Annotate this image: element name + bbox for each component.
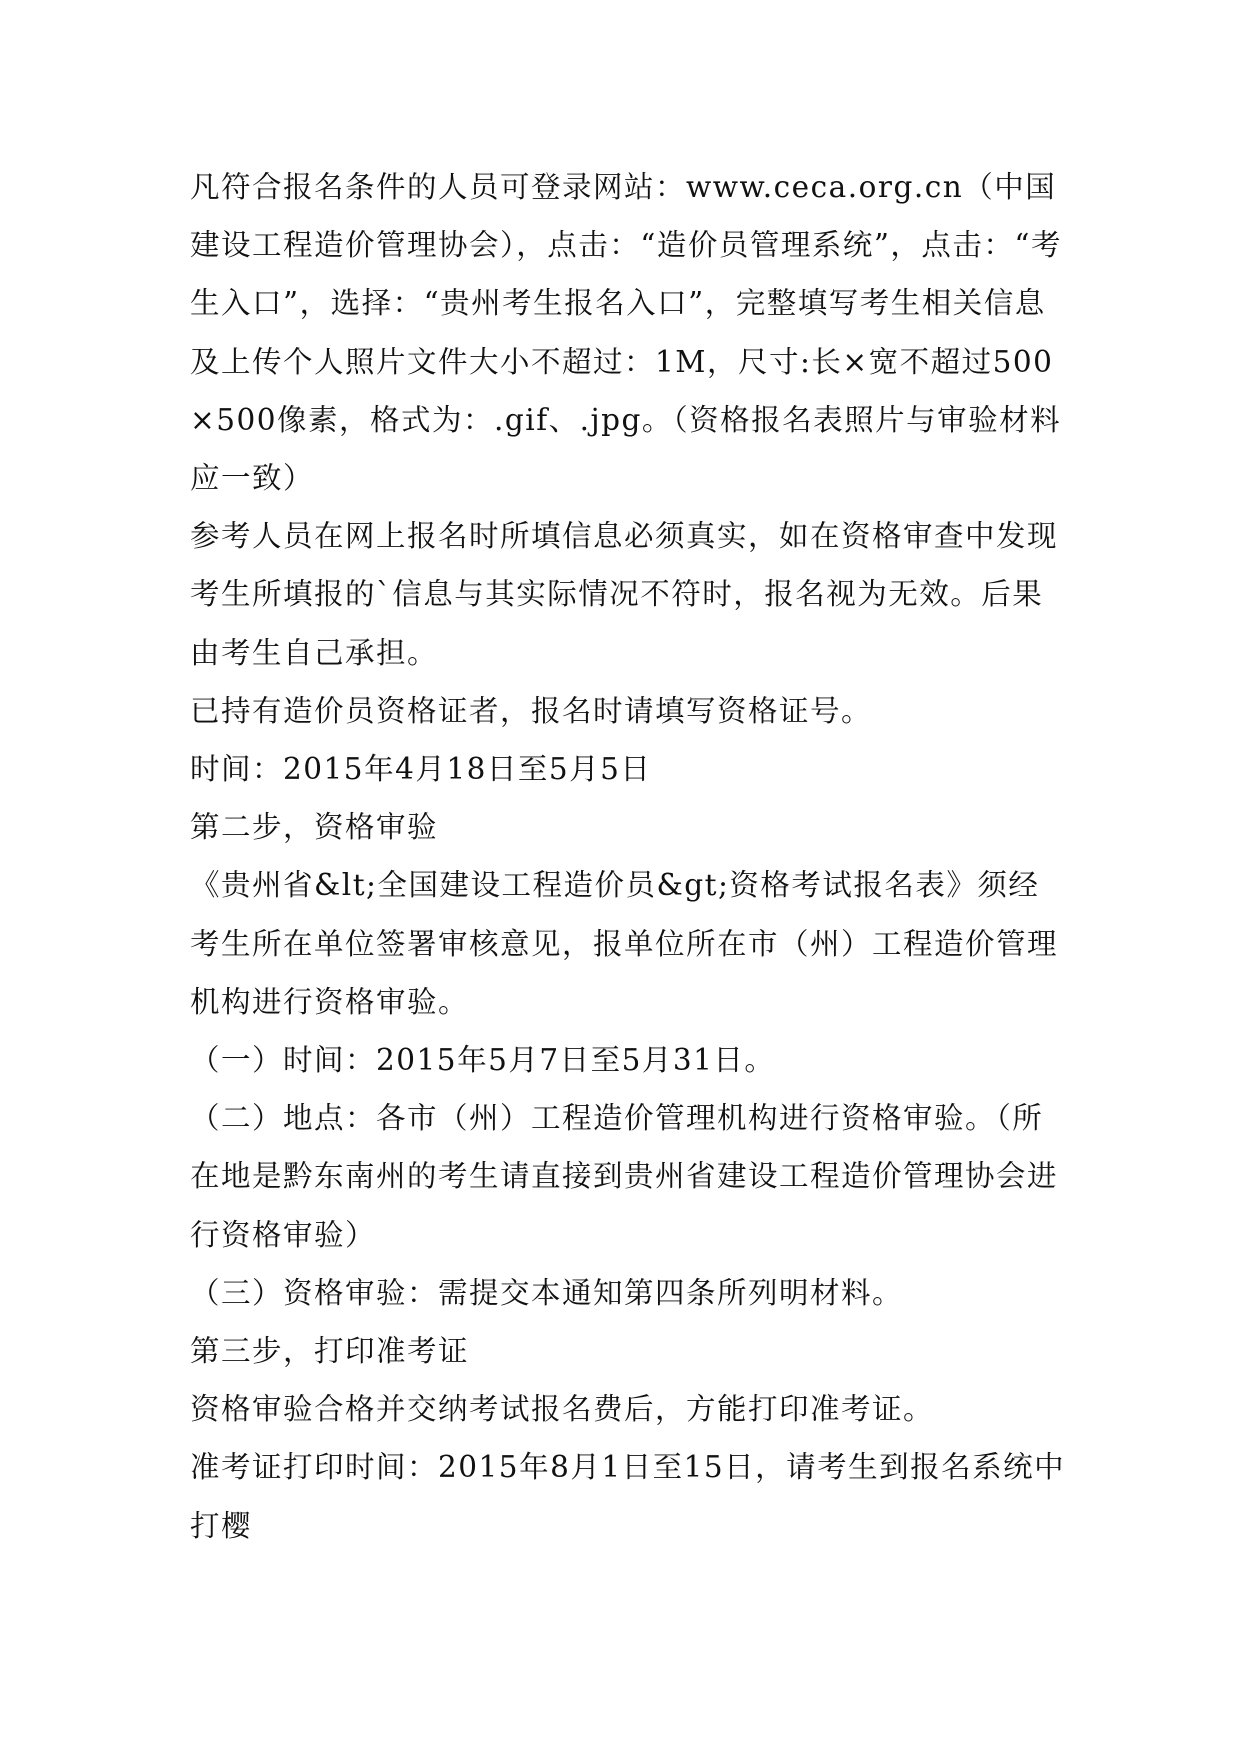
paragraph-registration-form-review: 《贵州省&lt;全国建设工程造价员&gt;资格考试报名表》须经考生所在单位签署审核意见，报单位所在市（州）工程造价管理机构进行资格审验。 (190, 868, 1059, 1019)
paragraph-certificate-holders: 已持有造价员资格证者，报名时请填写资格证号。 (190, 693, 873, 728)
document-body (190, 158, 1070, 1555)
heading-step-two: 第二步，资格审验 (190, 810, 439, 845)
paragraph-information-authenticity: 参考人员在网上报名时所填信息必须真实，如在资格审查中发现考生所填报的`信息与其实际情况不符时，报名视为无效。后果由考生自己承担。 (190, 519, 1059, 670)
paragraph-registration-time: 时间：2015年4月18日至5月5日 (190, 752, 652, 787)
paragraph-review-time: （一）时间：2015年5月7日至5月31日。 (190, 1043, 776, 1078)
paragraph-review-location: （二）地点：各市（州）工程造价管理机构进行资格审验。（所在地是黔东南州的考生请直接到贵州省建设工程造价管理协会进行资格审验） (190, 1101, 1059, 1252)
heading-step-three: 第三步，打印准考证 (190, 1334, 470, 1369)
paragraph-review-materials: （三）资格审验：需提交本通知第四条所列明材料。 (190, 1275, 904, 1310)
paragraph-admission-ticket-time: 准考证打印时间：2015年8月1日至15日，请考生到报名系统中打樱 (190, 1450, 1066, 1543)
paragraph-admission-ticket-condition: 资格审验合格并交纳考试报名费后，方能打印准考证。 (190, 1392, 935, 1427)
paragraph-registration-instructions: 凡符合报名条件的人员可登录网站：www.ceca.org.cn（中国建设工程造价管理协会），点击：“造价员管理系统”，点击：“考生入口”，选择：“贵州考生报名入口”，完整填写考生相关信息及上传个人照片文件大小不超过：1M，尺寸:长×宽不超过500×500像素，格式为：.gif、.jpg。（资格报名表照片与审验材料应一致） (190, 170, 1062, 496)
